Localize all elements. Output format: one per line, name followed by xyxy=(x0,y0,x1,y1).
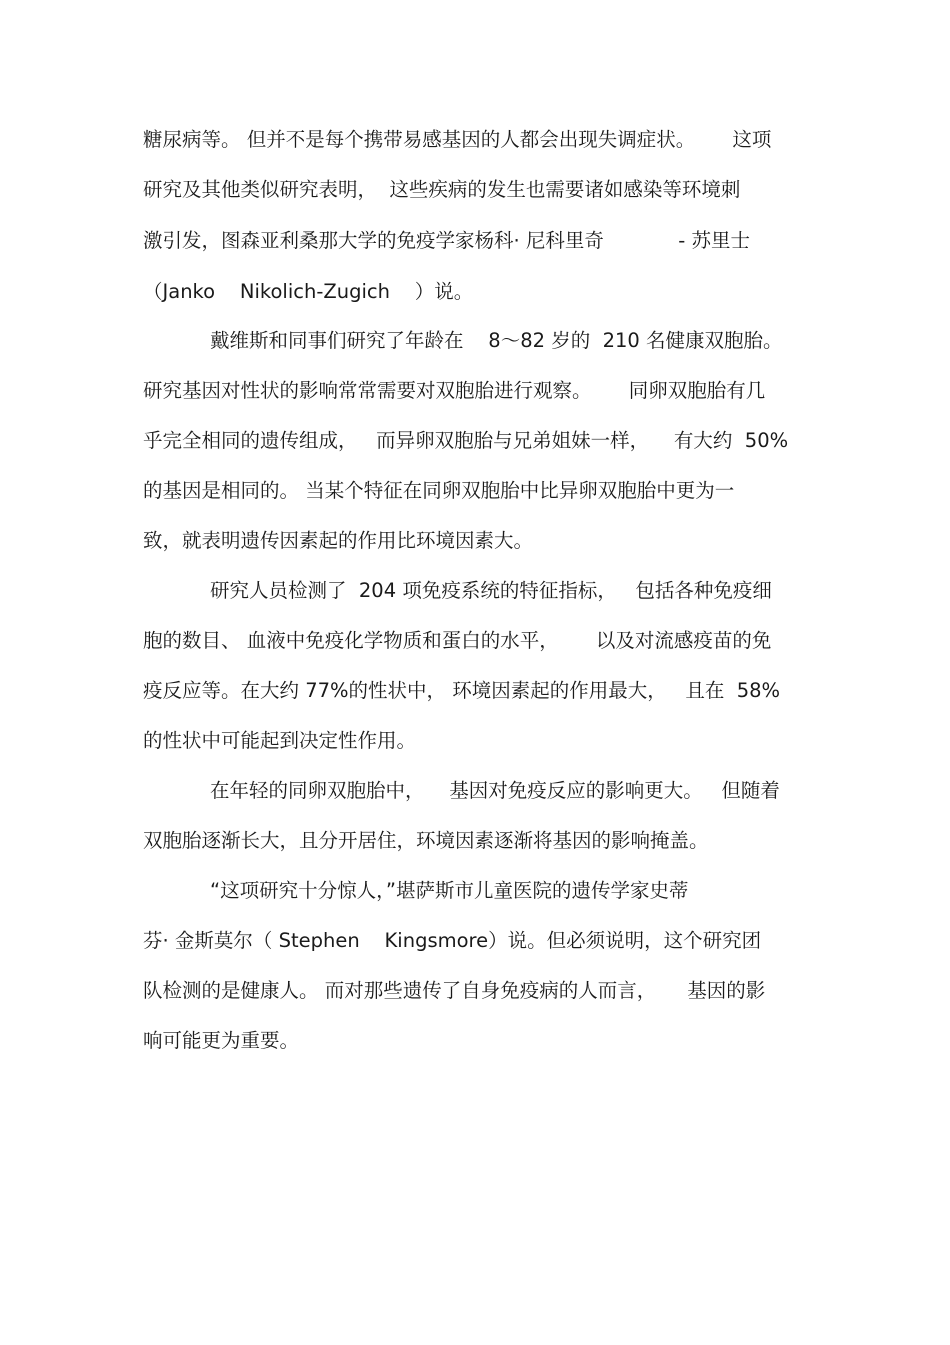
text-line-11: 胞的数目、 血液中免疫化学物质和蛋白的水平， 以及对流感疫苗的免 xyxy=(143,629,772,652)
text-line-9: 致，就表明遗传因素起的作用比环境因素大。 xyxy=(143,529,534,552)
text-line-13: 的性状中可能起到决定性作用。 xyxy=(143,729,417,752)
text-line-6: 研究基因对性状的影响常常需要对双胞胎进行观察。 同卵双胞胎有几 xyxy=(143,379,766,402)
text-line-2: 研究及其他类似研究表明， 这些疾病的发生也需要诸如感染等环境刺 xyxy=(143,178,741,201)
text-line-1: 糖尿病等。 但并不是每个携带易感基因的人都会出现失调症状。 这项 xyxy=(143,128,772,151)
text-line-14: 在年轻的同卵双胞胎中， 基因对免疫反应的影响更大。 但随着 xyxy=(210,779,780,802)
text-line-7: 乎完全相同的遗传组成， 而异卵双胞胎与兄弟姐妹一样， 有大约 50% xyxy=(143,429,789,452)
text-line-19: 响可能更为重要。 xyxy=(143,1029,300,1052)
text-line-18: 队检测的是健康人。 而对那些遗传了自身免疫病的人而言， 基因的影 xyxy=(143,979,766,1002)
text-line-8: 的基因是相同的。 当某个特征在同卵双胞胎中比异卵双胞胎中更为一 xyxy=(143,479,735,502)
text-line-3: 激引发，图森亚利桑那大学的免疫学家杨科· 尼科里奇 - 苏里士 xyxy=(143,229,751,252)
text-line-5: 戴维斯和同事们研究了年龄在 8～82 岁的 210 名健康双胞胎。 xyxy=(210,329,783,352)
text-line-16: “这项研究十分惊人，”堪萨斯市儿童医院的遗传学家史蒂 xyxy=(210,879,689,902)
text-line-15: 双胞胎逐渐长大，且分开居住，环境因素逐渐将基因的影响掩盖。 xyxy=(143,829,709,852)
text-line-10: 研究人员检测了 204 项免疫系统的特征指标， 包括各种免疫细 xyxy=(210,579,772,602)
text-line-17: 芬· 金斯莫尔（ Stephen Kingsmore）说。但必须说明，这个研究团 xyxy=(143,929,762,952)
text-line-4: （Janko Nikolich-Zugich ）说。 xyxy=(143,280,474,303)
text-line-12: 疫反应等。在大约 77%的性状中， 环境因素起的作用最大， 且在 58% xyxy=(143,679,781,702)
